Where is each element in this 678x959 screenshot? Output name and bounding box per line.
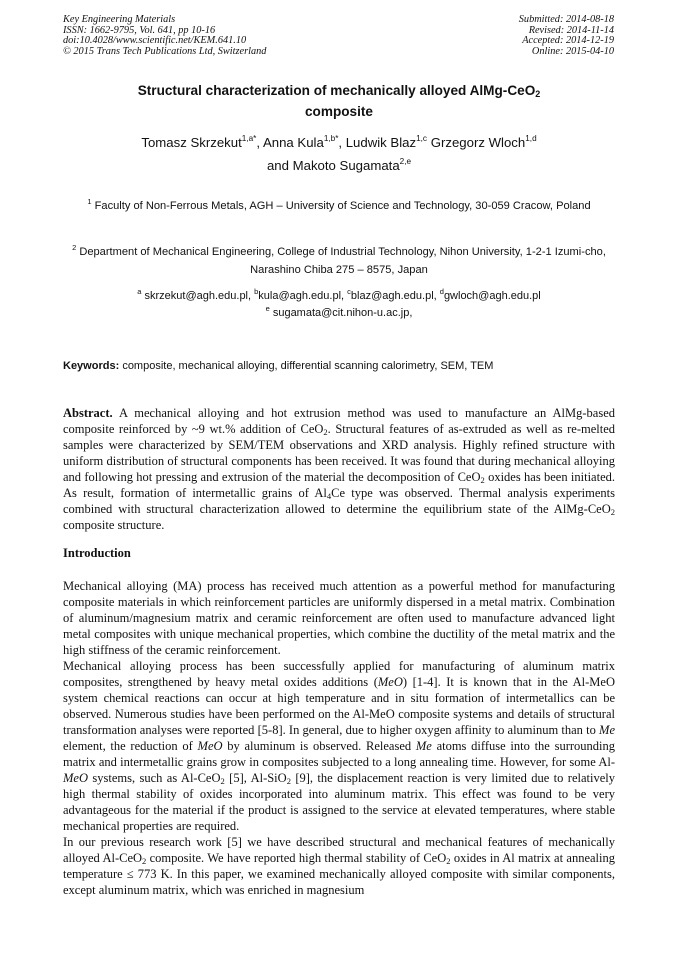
abstract-label: Abstract. <box>63 406 113 420</box>
email-mark: a <box>137 287 142 296</box>
subscript: 2 <box>480 475 485 485</box>
author-name: Anna Kula <box>262 135 324 150</box>
affiliation-number: 2 <box>72 243 77 252</box>
author-affil-mark: 1,c <box>416 134 428 143</box>
email-link[interactable]: gwloch@agh.edu.pl <box>443 290 541 302</box>
paragraph-text: oxides in Al matrix at annealing temperature ≤ 773 K. In this paper, we examined mechanically alloyed composite with similar components, except aluminum matrix, which was enriched in magnesium <box>63 851 615 897</box>
author-name: Grzegorz Wloch <box>430 135 526 150</box>
italic-term: Me <box>599 723 615 737</box>
email-link[interactable]: skrzekut@agh.edu.pl, <box>144 290 252 302</box>
author-list: Tomasz Skrzekut$^{1,a*}$, Anna Kula$^{1,b*}$, Ludwik Blaz$^{1,c}$ Grzegorz Wloch$^{1,d}$ and Makoto Sugamata$^{2,e}$ <box>141 134 537 173</box>
paragraph-text: Mechanical alloying process has been successfully applied for manufacturing of aluminum matrix composites, strengthened by heavy metal oxides additions ( <box>63 659 615 689</box>
issn: ISSN: 1662-9795, Vol. 641, pp 10-16 <box>63 24 216 36</box>
email-mark: c <box>347 287 351 296</box>
revised-date: Revised: 2014-11-14 <box>528 24 614 36</box>
paragraph-text: systems, such as Al-CeO <box>88 771 221 785</box>
email-list <box>63 288 615 322</box>
subscript: 2 <box>220 776 225 786</box>
abstract <box>63 405 615 533</box>
author-affil-mark: 1,d <box>525 134 537 143</box>
author-affil-mark: 1,b* <box>323 134 339 143</box>
email-mark: d <box>439 287 444 296</box>
doi: doi:10.4028/www.scientific.net/KEM.641.10 <box>63 35 247 46</box>
affiliation-text: Department of Mechanical Engineering, College of Industrial Technology, Nihon University, 1-2-1 Izumi-cho, Narashino Chiba 275 – 8575, Japan <box>79 246 606 276</box>
affiliation-text: Faculty of Non-Ferrous Metals, AGH – University of Science and Technology, 30-059 Cracow, Poland <box>94 200 591 212</box>
title-line-1: Structural characterization of mechanically alloyed AlMg-CeO <box>137 83 536 98</box>
copyright: © 2015 Trans Tech Publications Ltd, Switzerland <box>63 45 267 57</box>
journal-name: Key Engineering Materials <box>63 14 176 25</box>
affiliation-1 <box>63 197 615 215</box>
email-link[interactable]: blaz@agh.edu.pl, <box>350 290 437 302</box>
title-subscript: 2 <box>535 89 541 99</box>
email-link[interactable]: sugamata@cit.nihon-u.ac.jp, <box>272 307 413 319</box>
email-link[interactable]: kula@agh.edu.pl, <box>258 290 345 302</box>
title-line-2: composite <box>305 104 373 119</box>
affiliation-2 <box>63 243 615 279</box>
author-affil-mark: 2,e <box>399 157 412 166</box>
paragraph-text: In our previous research work [5] we have described structural and mechanical features of mechanically alloyed Al-CeO <box>63 835 615 865</box>
introduction-body <box>63 578 615 898</box>
paragraph-text: composite. We have reported high thermal stability of CeO <box>146 851 447 865</box>
keywords-label: Keywords: <box>63 360 120 372</box>
keywords <box>63 360 493 372</box>
affiliation-number: 1 <box>87 197 92 206</box>
author-affil-mark: 1,a* <box>241 134 257 143</box>
intro-paragraph-3 <box>63 834 615 898</box>
journal-header-left <box>63 15 266 57</box>
subscript: 2 <box>286 776 291 786</box>
email-mark: b <box>254 287 259 296</box>
online-date: Online: 2015-04-10 <box>531 45 614 57</box>
email-mark: e <box>265 304 270 313</box>
italic-term: MeO <box>63 771 88 785</box>
subscript: 2 <box>323 427 328 437</box>
abstract-text: A mechanical alloying and hot extrusion method was used to manufacture an AlMg-based composite reinforced by ~9 wt.% addition of CeO <box>63 406 616 436</box>
intro-paragraph-1: Mechanical alloying (MA) process has received much attention as a powerful method for manufacturing composite materials in which reinforcement particles are uniformly dispersed in a metal matrix. Combination of aluminum/magnesium matrix and ceramic reinforcement are often used to manufacture advanced light metal composites with unique mechanical properties, which combine the ductility of the metal matrix and the high stiffness of the ceramic reinforcement. <box>63 579 615 657</box>
abstract-text: composite structure. <box>63 518 165 532</box>
keywords-text: composite, mechanical alloying, differential scanning calorimetry, SEM, TEM <box>122 360 494 372</box>
submitted-date: Submitted: 2014-08-18 <box>518 14 614 25</box>
italic-term: Me <box>415 739 432 753</box>
journal-header-right <box>519 15 614 57</box>
intro-paragraph-2 <box>63 658 615 834</box>
abstract-text: oxides has been initiated. As result, formation of intermetallic grains of Al <box>63 470 615 500</box>
paragraph-text: [5], Al-SiO <box>224 771 287 785</box>
accepted-date: Accepted: 2014-12-19 <box>522 35 614 46</box>
section-heading-introduction: Introduction <box>63 546 131 560</box>
paragraph-text: by aluminum is observed. Released <box>222 739 416 753</box>
paragraph-text: element, the reduction of <box>63 739 198 753</box>
abstract-text: . Structural features of as-extruded as well as re-melted samples were characterized by SEM/TEM observations and XRD analysis. Highly refined structure with uniform distribution of structural components has been received. It was found that during mechanical alloying and following hot pressing and extrusion of the material the decomposition of CeO <box>63 422 615 484</box>
italic-term: MeO <box>377 675 403 689</box>
paragraph-text: [9], the displacement reaction is very limited due to relatively high thermal stability of oxides incorporated into aluminum matrix. This effect was found to be very advantageous for the material if the product is assigned to the service at elevated temperatures, where stable mechanical properties are required. <box>63 771 615 833</box>
author-name: Tomasz Skrzekut <box>141 135 242 150</box>
paragraph-text: atoms diffuse into the surrounding matrix and intermetallic grains grow in composites subjected to a long annealing time. However, for some Al- <box>63 739 615 769</box>
subscript: 2 <box>610 507 615 517</box>
author-name: Makoto Sugamata <box>292 158 400 173</box>
subscript: 4 <box>326 491 332 501</box>
italic-term: MeO <box>197 739 223 753</box>
abstract-text: Ce type was observed. Thermal analysis experiments combined with structural characterization allowed to determine the equilibrium state of the AlMg-CeO <box>63 486 615 516</box>
author-name: Ludwik Blaz <box>345 135 417 150</box>
subscript: 2 <box>446 856 451 866</box>
paragraph-text: ) [1-4]. It is known that in the Al-MeO system chemical reactions can occur at high temperature and in situ formation of intermetallics can be observed. Numerous studies have been performed on the Al-MeO composite systems and details of structural transformation analyses were reported [5-8]. In general, due to higher oxygen affinity to aluminum than to <box>63 675 615 737</box>
paper-title <box>63 80 615 122</box>
subscript: 2 <box>142 856 147 866</box>
author-conjunction: and <box>266 158 289 173</box>
